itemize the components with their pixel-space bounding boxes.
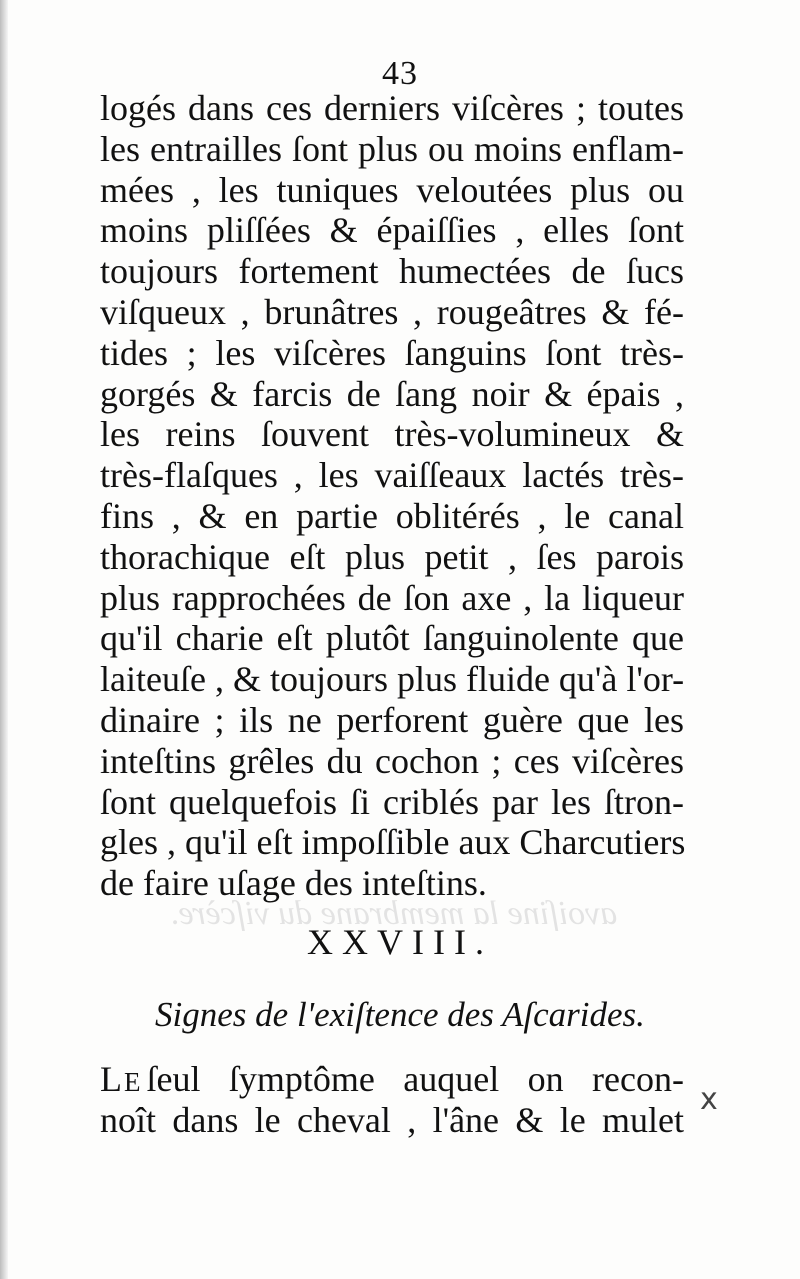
text-line: ſont quelquefois ſi criblés par les ſtron-: [100, 781, 684, 822]
text-line: tides ; les viſcères ſanguins ſont très-: [100, 332, 684, 373]
small-capital: E: [124, 1067, 141, 1097]
page-number: 43: [382, 55, 418, 92]
section-title: Signes de l'exiſtence des Aſcarides.: [155, 995, 645, 1034]
text-line: moins pliſſées & épaiſſies , elles ſont: [100, 210, 684, 251]
text-line: les entrailles ſont plus ou moins enflam-: [100, 128, 684, 169]
text-line: mées , les tuniques veloutées plus ou: [100, 169, 684, 210]
text-line: logés dans ces derniers viſcères ; toutes: [100, 88, 684, 128]
body-paragraph: [100, 88, 684, 904]
text-fragment: ſeul ſymptôme auquel on recon-: [146, 1059, 684, 1099]
text-line: laiteuſe , & toujours plus fluide qu'à l'or-: [100, 659, 685, 700]
text-line: [100, 1058, 684, 1099]
text-line: toujours fortement humectées de ſucs: [100, 251, 684, 292]
text-line: noît dans le cheval , l'âne & le mulet: [100, 1099, 684, 1140]
text-line: inteſtins grêles du cochon ; ces viſcères: [100, 740, 684, 781]
text-line: viſqueux , brunâtres , rougeâtres & fé-: [100, 291, 684, 332]
text-line: plus rapprochées de ſon axe , la liqueur: [100, 577, 684, 618]
bleed-through-text: avoiſine la membrane du viſcère.: [170, 895, 618, 932]
text-line: qu'il charie eſt plutôt ſanguinolente que: [100, 618, 684, 659]
section-number: XXVIII.: [307, 922, 493, 962]
drop-capital: L: [100, 1059, 124, 1099]
margin-annotation: x: [700, 1082, 718, 1117]
text-line: les reins ſouvent très-volumineux &: [100, 414, 684, 455]
text-line: fins , & en partie oblitérés , le canal: [100, 495, 684, 536]
text-line: gles , qu'il eſt impoſſible aux Charcutiers: [100, 822, 686, 863]
text-line: thorachique eſt plus petit , ſes parois: [100, 536, 684, 577]
text-line: dinaire ; ils ne perforent guère que les: [100, 699, 684, 740]
text-line: gorgés & farcis de ſang noir & épais ,: [100, 373, 684, 414]
page-gutter-shadow: [0, 0, 8, 1279]
paragraph-two: [100, 1058, 684, 1140]
text-line: très-flaſques , les vaiſſeaux lactés très-: [100, 455, 684, 496]
text-line: de faire uſage des inteſtins.: [100, 863, 487, 904]
